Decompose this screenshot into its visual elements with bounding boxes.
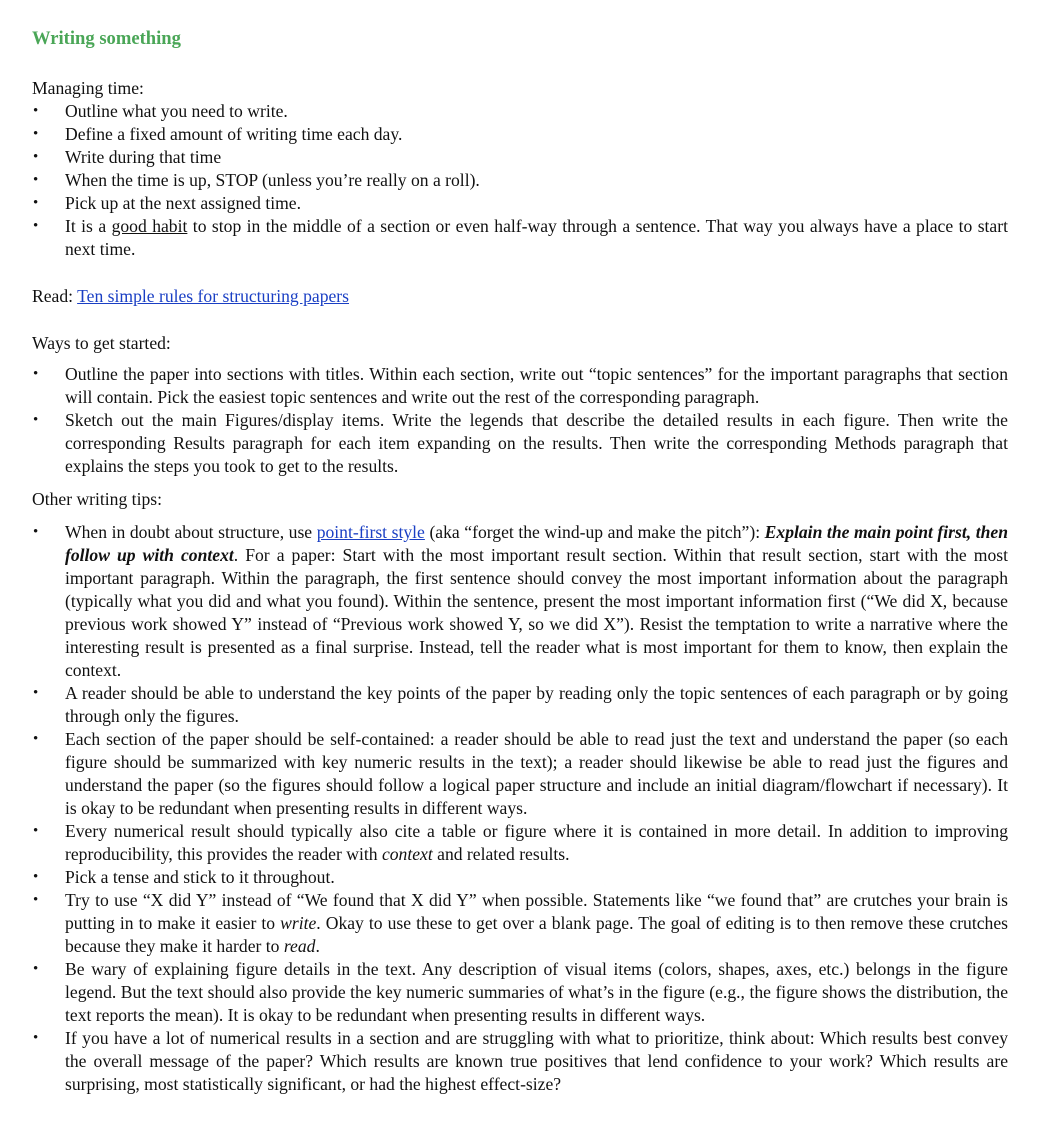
bullet-icon: • <box>33 172 39 188</box>
bullet-icon: • <box>33 366 39 382</box>
text-run: . For a paper: Start with the most important result section. Within that result section, start with the most important paragraph. Within the paragraph, the first sentence should convey the most important information about the paragraph (typically what you did and what you found). Within the sentence, present the most important information first (“We did X, because previous work showed Y” instead of “Previous work showed Y, so we did X”). Resist the temptation to write a narrative where the interesting result is presented as a final surprise. Instead, tell the reader what is most important for them to know, then explain the context. <box>65 545 1008 680</box>
italic-text: context <box>381 844 433 864</box>
list-item <box>32 100 1008 123</box>
text-run: It is a <box>65 216 112 236</box>
list-item <box>32 146 1008 169</box>
bullet-icon: • <box>33 823 39 839</box>
list-item-text: Pick up at the next assigned time. <box>65 193 302 213</box>
bullet-icon: • <box>33 524 39 540</box>
bullet-icon: • <box>33 1030 39 1046</box>
bullet-icon: • <box>33 685 39 701</box>
text-run: Every numerical result should typically also cite a table or figure where it is contained in more detail. In addition to improving reproducibility, this provides the reader with <box>65 821 1008 864</box>
bullet-icon: • <box>33 149 39 165</box>
list-item <box>32 123 1008 146</box>
list-item <box>32 889 1008 958</box>
managing-time-list <box>32 100 1008 261</box>
text-run: to stop in the middle of a section or even half-way through a sentence. That way you always have a place to start next time. <box>65 216 1008 259</box>
list-item <box>32 363 1008 409</box>
bullet-icon: • <box>33 126 39 142</box>
list-item-text: When the time is up, STOP (unless you’re really on a roll). <box>65 170 480 190</box>
list-item <box>32 1027 1008 1096</box>
list-item <box>32 728 1008 820</box>
section-heading: Writing something <box>32 28 181 49</box>
list-item <box>32 521 1008 682</box>
point-first-style-link[interactable]: point-first style <box>316 522 425 542</box>
bullet-icon: • <box>33 218 39 234</box>
list-item-text: Outline what you need to write. <box>65 101 288 121</box>
list-item-text: Outline the paper into sections with titles. Within each section, write out “topic sentences” for the important paragraphs that section will contain. Pick the easiest topic sentences and write out the rest of the corresponding paragraph. <box>65 364 1008 407</box>
list-item <box>32 682 1008 728</box>
bullet-icon: • <box>33 731 39 747</box>
managing-time-title: Managing time: <box>32 78 144 98</box>
emphasized-text: Explain the main point first, then follow up with context <box>65 522 1009 565</box>
bullet-icon: • <box>33 195 39 211</box>
ten-simple-rules-link[interactable]: Ten simple rules for structuring papers <box>77 286 350 306</box>
list-item-text: Write during that time <box>65 147 222 167</box>
italic-text: read <box>283 936 316 956</box>
bullet-icon: • <box>33 103 39 119</box>
list-item <box>32 866 1008 889</box>
list-item <box>32 192 1008 215</box>
list-item <box>32 958 1008 1027</box>
list-item-text: If you have a lot of numerical results in a section and are struggling with what to prioritize, think about: Which results best convey the overall message of the paper? Which results are known true positives that lend confidence to your work? Which results are surprising, most statistically significant, or had the highest effect-size? <box>65 1028 1008 1094</box>
list-item <box>32 169 1008 192</box>
list-item-text: Define a fixed amount of writing time each day. <box>65 124 403 144</box>
text-run: . <box>315 936 320 956</box>
bullet-icon: • <box>33 892 39 908</box>
bullet-icon: • <box>33 961 39 977</box>
list-item-text: Be wary of explaining figure details in the text. Any description of visual items (colors, shapes, axes, etc.) belongs in the figure legend. But the text should also provide the key numeric summaries of what’s in the figure (e.g., the figure shows the distribution, the text reports the mean). It is okay to be redundant when presenting results in different ways. <box>65 959 1008 1025</box>
text-run: (aka “forget the wind-up and make the pitch”): <box>424 522 765 542</box>
list-item <box>32 409 1008 478</box>
list-item <box>32 215 1008 261</box>
text-run: and related results. <box>432 844 570 864</box>
list-item-text: Sketch out the main Figures/display items. Write the legends that describe the detailed results in each figure. Then write the corresponding Results paragraph for each item expanding on the results. Then write the corresponding Methods paragraph that explains the steps you took to get to the results. <box>65 410 1008 476</box>
italic-text: write <box>280 913 317 933</box>
ways-to-get-started-list <box>32 363 1008 478</box>
list-item <box>32 820 1008 866</box>
list-item-text: Each section of the paper should be self-contained: a reader should be able to read just the text and understand the paper (so each figure should be summarized with key numeric results in the text); a reader should likewise be able to read just the figures and understand the paper (so the figures should follow a logical paper structure and include an initial diagram/flowchart if necessary). It is okay to be redundant when presenting results in different ways. <box>65 729 1008 818</box>
bullet-icon: • <box>33 869 39 885</box>
text-run: When in doubt about structure, use <box>65 522 317 542</box>
other-writing-tips-title: Other writing tips: <box>32 489 162 509</box>
bullet-icon: • <box>33 412 39 428</box>
other-writing-tips-list <box>32 521 1008 1096</box>
ways-to-get-started-title: Ways to get started: <box>32 333 171 353</box>
list-item-text: A reader should be able to understand the key points of the paper by reading only the topic sentences of each paragraph or by going through only the figures. <box>65 683 1008 726</box>
underlined-text: good habit <box>111 216 188 236</box>
list-item-text: Pick a tense and stick to it throughout. <box>65 867 335 887</box>
text-run: . Okay to use these to get over a blank page. The goal of editing is to then remove these crutches because they make it harder to <box>65 913 1008 956</box>
read-label: Read: <box>32 286 78 306</box>
text-run: Try to use “X did Y” instead of “We found that X did Y” when possible. Statements like “we found that” are crutches your brain is putting in to make it easier to <box>65 890 1008 933</box>
read-line <box>32 285 1008 308</box>
